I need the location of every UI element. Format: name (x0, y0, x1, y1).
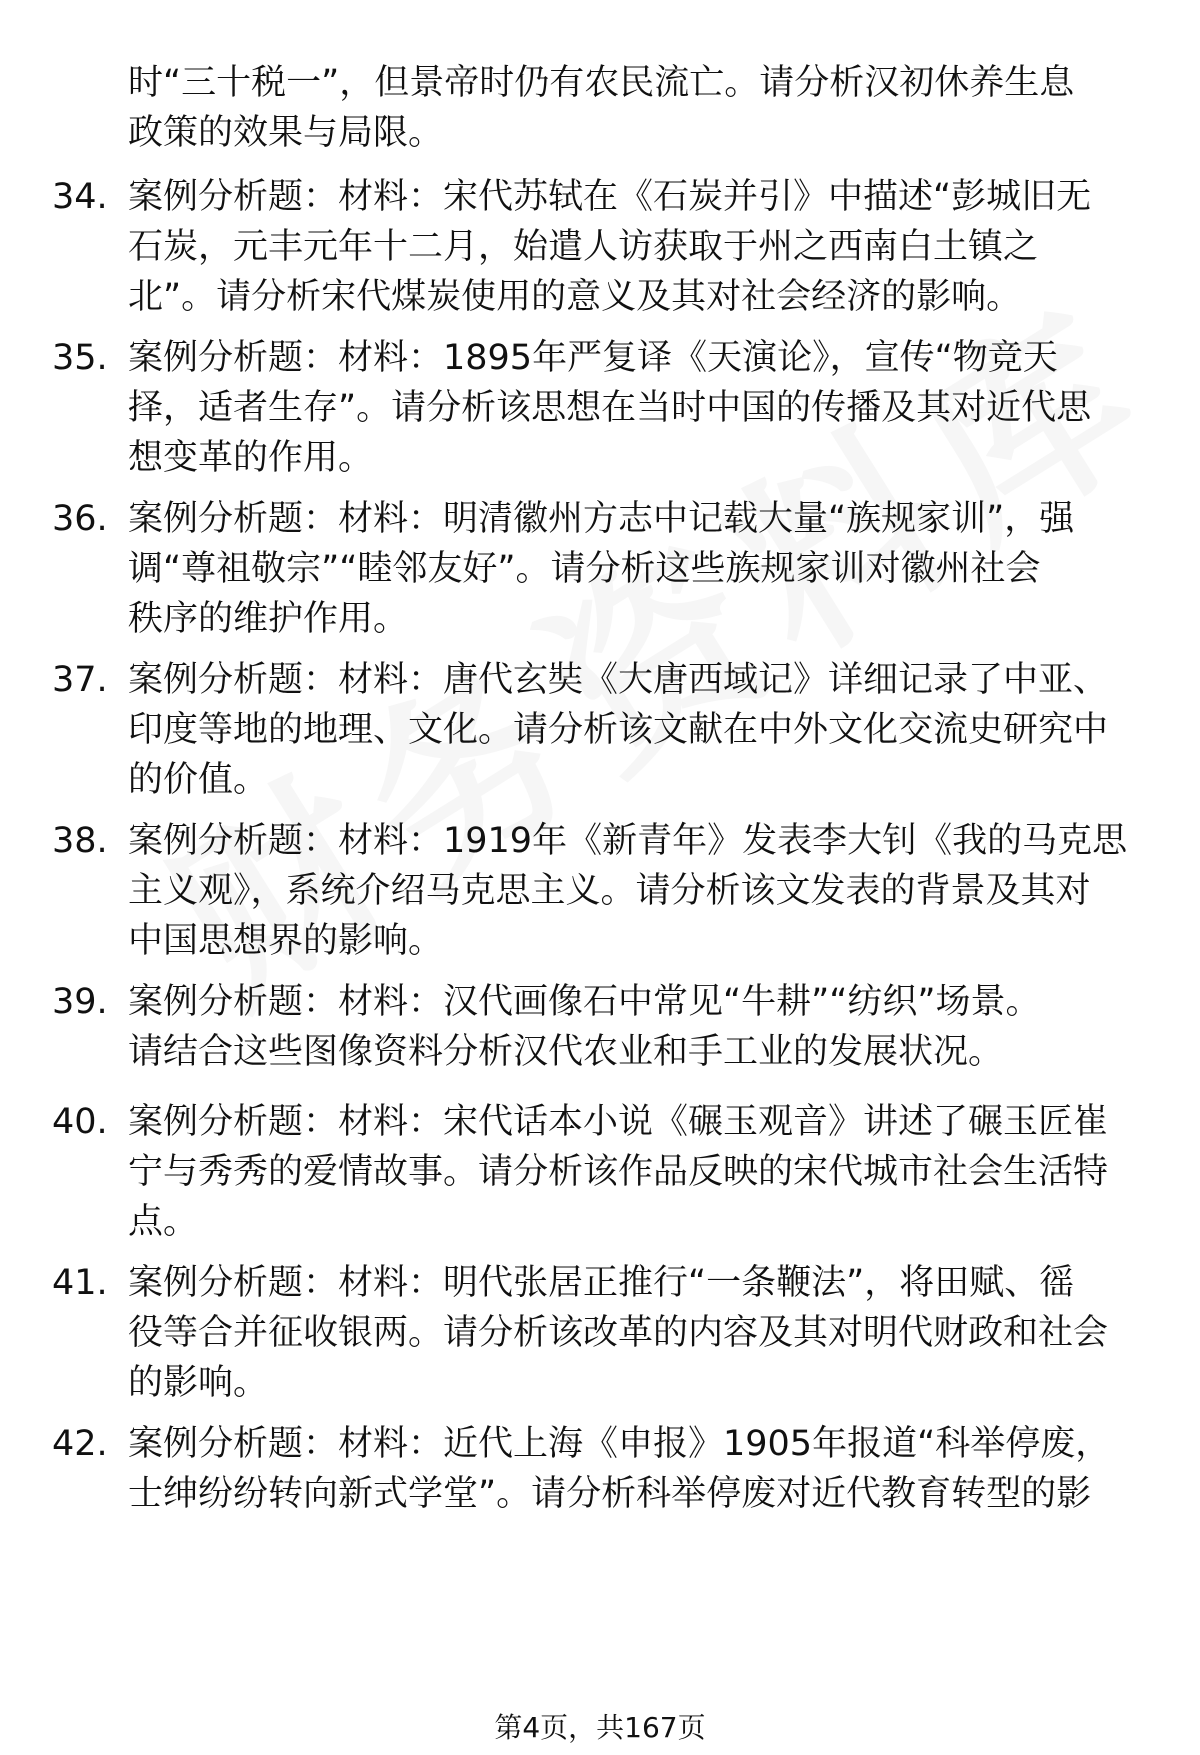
text-line: 时“三十税一”，但景帝时仍有农民流亡。请分析汉初休养生息 (128, 63, 1075, 103)
question-42 (52, 1419, 1148, 1519)
text-line: 想变革的作用。 (128, 438, 374, 478)
text-line: 的影响。 (128, 1363, 269, 1403)
text-line: 择，适者生存”。请分析该思想在当时中国的传播及其对近代思 (128, 388, 1092, 428)
text-line: 案例分析题：材料：1919年《新青年》发表李大钊《我的马克思 (128, 821, 1128, 861)
question-number: 41. (52, 1263, 108, 1303)
text-line: 石炭，元丰元年十二月，始遣人访获取于州之西南白土镇之 (128, 227, 1039, 267)
page-number-label: 第4页，共167页 (494, 1711, 706, 1744)
question-36 (52, 494, 1148, 644)
question-number: 35. (52, 338, 108, 378)
question-34 (52, 172, 1148, 322)
question-39 (52, 977, 1148, 1077)
text-line: 印度等地的地理、文化。请分析该文献在中外文化交流史研究中 (128, 710, 1109, 750)
question-text (128, 1419, 1148, 1519)
question-37 (52, 655, 1148, 805)
text-line: 宁与秀秀的爱情故事。请分析该作品反映的宋代城市社会生活特 (128, 1152, 1109, 1192)
question-text (128, 655, 1148, 805)
question-text (128, 977, 1148, 1077)
text-line: 案例分析题：材料：宋代话本小说《碾玉观音》讲述了碾玉匠崔 (128, 1102, 1109, 1142)
question-38 (52, 816, 1148, 966)
text-line: 点。 (128, 1202, 199, 1242)
text-line: 役等合并征收银两。请分析该改革的内容及其对明代财政和社会 (128, 1313, 1109, 1353)
text-line: 政策的效果与局限。 (128, 113, 444, 153)
page-footer (0, 1710, 1200, 1746)
question-35 (52, 333, 1148, 483)
text-line: 中国思想界的影响。 (128, 921, 444, 961)
question-number: 40. (52, 1102, 108, 1142)
text-line: 主义观》，系统介绍马克思主义。请分析该文发表的背景及其对 (128, 871, 1091, 911)
text-line: 的价值。 (128, 760, 269, 800)
text-line: 案例分析题：材料：近代上海《申报》1905年报道“科举停废， (128, 1424, 1111, 1464)
question-text (128, 172, 1148, 322)
text-line: 北”。请分析宋代煤炭使用的意义及其对社会经济的影响。 (128, 277, 1022, 317)
question-40 (52, 1097, 1148, 1247)
text-line: 士绅纷纷转向新式学堂”。请分析科举停废对近代教育转型的影 (128, 1474, 1092, 1514)
text-line: 请结合这些图像资料分析汉代农业和手工业的发展状况。 (128, 1032, 1004, 1072)
text-line: 秩序的维护作用。 (128, 599, 409, 639)
question-number: 39. (52, 982, 108, 1022)
text-line: 案例分析题：材料：宋代苏轼在《石炭并引》中描述“彭城旧无 (128, 177, 1092, 217)
question-number: 36. (52, 499, 108, 539)
text-line: 案例分析题：材料：汉代画像石中常见“牛耕”“纺织”场景。 (128, 982, 1041, 1022)
question-number: 42. (52, 1424, 108, 1464)
question-number: 37. (52, 660, 108, 700)
text-line: 案例分析题：材料：明代张居正推行“一条鞭法”，将田赋、徭 (128, 1263, 1075, 1303)
text-line: 案例分析题：材料：明清徽州方志中记载大量“族规家训”，强 (128, 499, 1075, 539)
text-line: 案例分析题：材料：1895年严复译《天演论》，宣传“物竞天 (128, 338, 1058, 378)
question-number: 34. (52, 177, 108, 217)
text-line: 案例分析题：材料：唐代玄奘《大唐西域记》详细记录了中亚、 (128, 660, 1109, 700)
question-text (128, 333, 1148, 483)
question-text (128, 816, 1148, 966)
question-41 (52, 1258, 1148, 1408)
text-line: 调“尊祖敬宗”“睦邻友好”。请分析这些族规家训对徽州社会 (128, 549, 1041, 589)
question-text (128, 1258, 1148, 1408)
question-text (128, 1097, 1148, 1247)
question-number: 38. (52, 821, 108, 861)
question-text (128, 494, 1148, 644)
question-33-continuation (128, 58, 1148, 158)
